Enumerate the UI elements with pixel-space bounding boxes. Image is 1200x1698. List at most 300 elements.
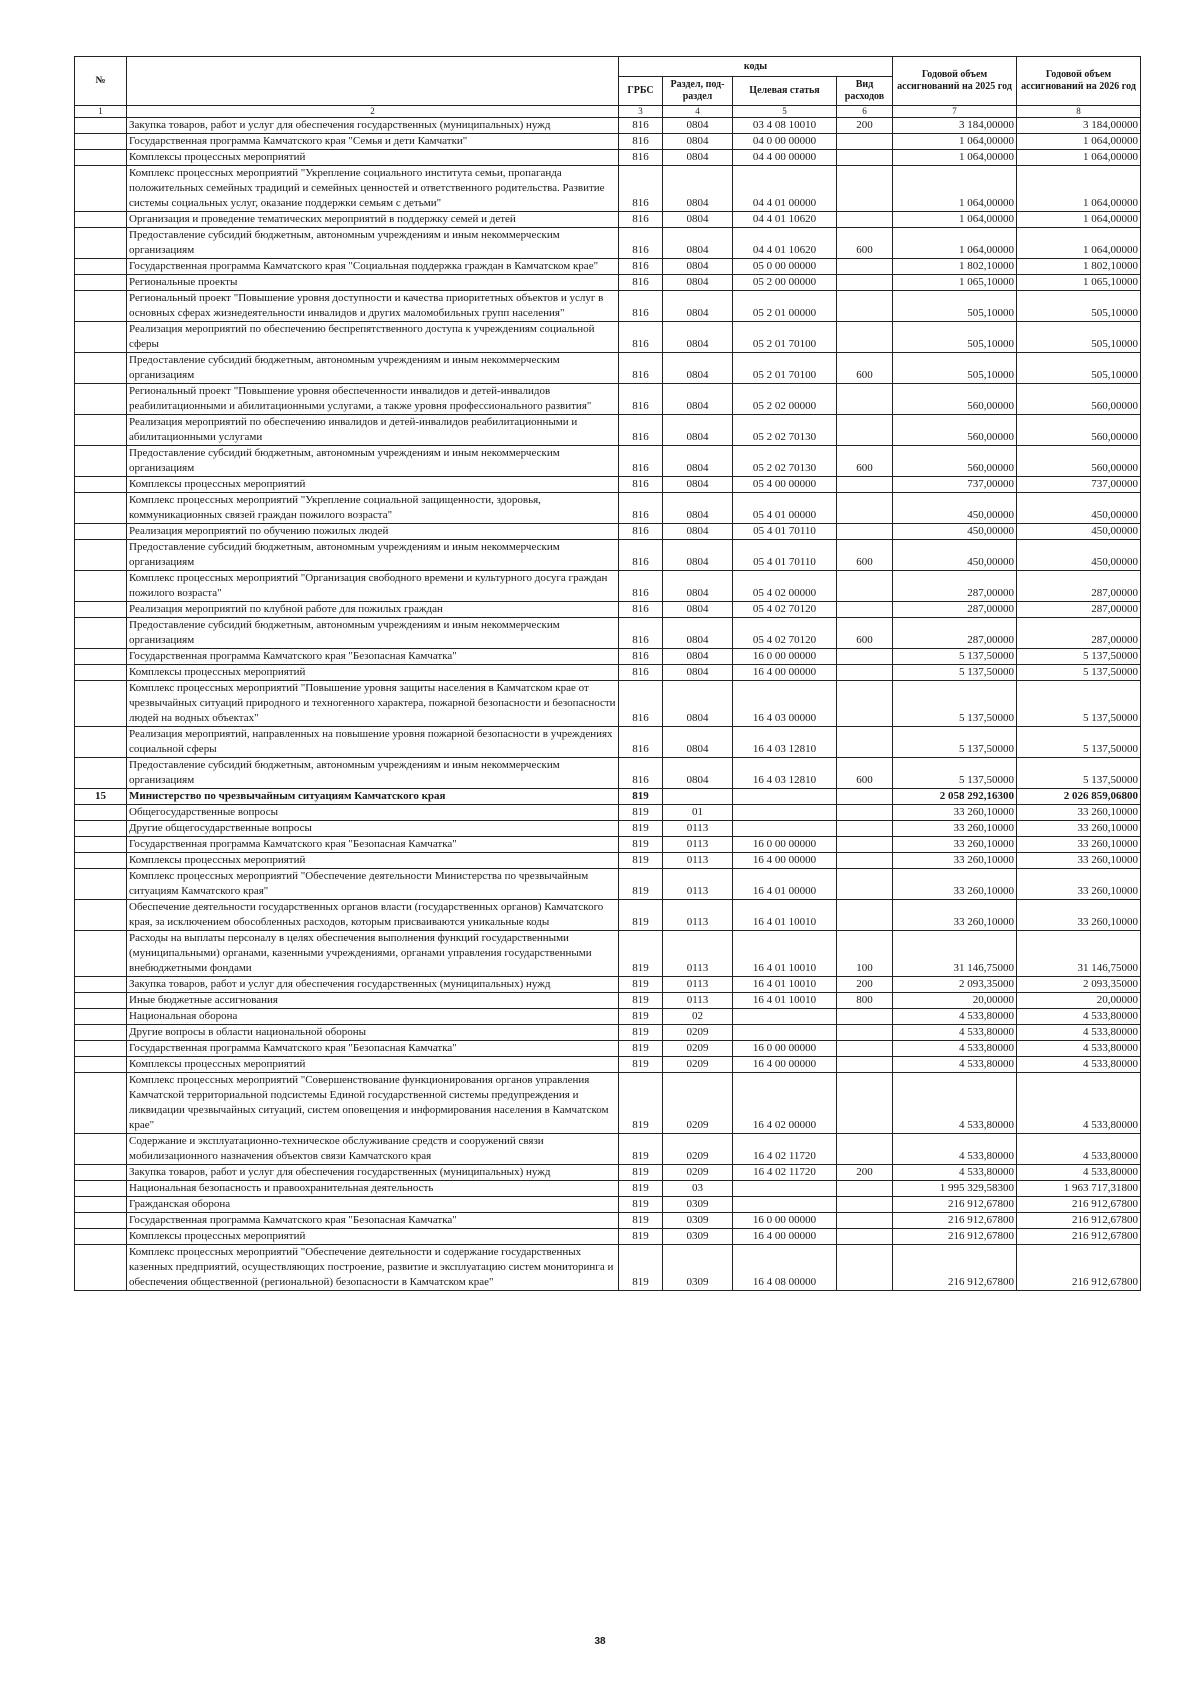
- row-number: [75, 1181, 127, 1197]
- row-name: Комплекс процессных мероприятий "Обеспечение деятельности Министерства по чрезвычайным ситуациям Камчатского края": [127, 869, 619, 900]
- row-expense-type: 600: [837, 540, 893, 571]
- column-index: 3: [619, 106, 663, 118]
- row-grbs: 816: [619, 275, 663, 291]
- row-section: 0804: [663, 134, 733, 150]
- row-grbs: 819: [619, 1229, 663, 1245]
- row-section: 0209: [663, 1134, 733, 1165]
- row-target: 16 0 00 00000: [733, 1041, 837, 1057]
- row-name: Комплексы процессных мероприятий: [127, 1057, 619, 1073]
- row-volume-2025: 33 260,10000: [893, 900, 1017, 931]
- row-expense-type: [837, 493, 893, 524]
- row-grbs: 816: [619, 415, 663, 446]
- row-section: 0804: [663, 322, 733, 353]
- row-volume-2025: 450,00000: [893, 540, 1017, 571]
- table-row: [75, 275, 1141, 291]
- row-target: 05 2 01 70100: [733, 322, 837, 353]
- row-target: 05 2 02 70130: [733, 415, 837, 446]
- row-section: 0804: [663, 493, 733, 524]
- row-volume-2026: 33 260,10000: [1017, 837, 1141, 853]
- row-volume-2026: 216 912,67800: [1017, 1245, 1141, 1291]
- row-number: [75, 477, 127, 493]
- row-number: [75, 446, 127, 477]
- row-target: 16 4 03 12810: [733, 727, 837, 758]
- row-target: 16 4 08 00000: [733, 1245, 837, 1291]
- row-volume-2026: 287,00000: [1017, 571, 1141, 602]
- row-name: Региональные проекты: [127, 275, 619, 291]
- header-grbs: ГРБС: [619, 77, 663, 106]
- row-grbs: 819: [619, 931, 663, 977]
- row-section: 0804: [663, 571, 733, 602]
- row-expense-type: [837, 212, 893, 228]
- row-name: Государственная программа Камчатского края "Безопасная Камчатка": [127, 837, 619, 853]
- table-row: [75, 681, 1141, 727]
- row-section: 0804: [663, 727, 733, 758]
- row-grbs: 819: [619, 1245, 663, 1291]
- row-volume-2025: 450,00000: [893, 524, 1017, 540]
- table-row: [75, 1245, 1141, 1291]
- row-number: [75, 618, 127, 649]
- table-row: [75, 259, 1141, 275]
- row-number: [75, 524, 127, 540]
- row-section: 0209: [663, 1165, 733, 1181]
- row-expense-type: [837, 322, 893, 353]
- row-volume-2025: 737,00000: [893, 477, 1017, 493]
- row-number: [75, 1041, 127, 1057]
- table-row: [75, 993, 1141, 1009]
- row-grbs: 816: [619, 118, 663, 134]
- row-volume-2025: 1 065,10000: [893, 275, 1017, 291]
- row-name: Другие вопросы в области национальной обороны: [127, 1025, 619, 1041]
- row-grbs: 819: [619, 1009, 663, 1025]
- page-number: 38: [594, 1636, 606, 1647]
- row-grbs: 819: [619, 1181, 663, 1197]
- table-row: [75, 1213, 1141, 1229]
- row-section: 0804: [663, 602, 733, 618]
- row-section: 0804: [663, 446, 733, 477]
- table-row: [75, 1041, 1141, 1057]
- row-target: 05 2 02 70130: [733, 446, 837, 477]
- row-number: [75, 931, 127, 977]
- table-row: [75, 446, 1141, 477]
- row-target: 16 4 00 00000: [733, 1229, 837, 1245]
- row-grbs: 816: [619, 322, 663, 353]
- row-expense-type: [837, 602, 893, 618]
- row-expense-type: [837, 1181, 893, 1197]
- table-row: [75, 384, 1141, 415]
- row-grbs: 819: [619, 837, 663, 853]
- table-row: [75, 1229, 1141, 1245]
- row-section: [663, 789, 733, 805]
- row-volume-2026: 5 137,50000: [1017, 665, 1141, 681]
- row-volume-2025: 33 260,10000: [893, 853, 1017, 869]
- row-name: Гражданская оборона: [127, 1197, 619, 1213]
- row-grbs: 819: [619, 1197, 663, 1213]
- row-name: Закупка товаров, работ и услуг для обеспечения государственных (муниципальных) нужд: [127, 118, 619, 134]
- row-expense-type: [837, 853, 893, 869]
- row-expense-type: [837, 727, 893, 758]
- row-number: [75, 837, 127, 853]
- row-number: [75, 869, 127, 900]
- row-target: 16 4 02 00000: [733, 1073, 837, 1134]
- row-expense-type: 600: [837, 618, 893, 649]
- row-grbs: 816: [619, 540, 663, 571]
- row-volume-2026: 33 260,10000: [1017, 869, 1141, 900]
- row-section: 0804: [663, 228, 733, 259]
- row-volume-2026: 1 064,00000: [1017, 150, 1141, 166]
- table-row: [75, 1134, 1141, 1165]
- row-number: [75, 1197, 127, 1213]
- row-number: [75, 212, 127, 228]
- table-row: [75, 228, 1141, 259]
- table-row: [75, 1197, 1141, 1213]
- row-target: 04 0 00 00000: [733, 134, 837, 150]
- table-row: [75, 1009, 1141, 1025]
- table-row: [75, 1165, 1141, 1181]
- table-row: [75, 1057, 1141, 1073]
- row-number: [75, 1057, 127, 1073]
- row-volume-2025: 2 093,35000: [893, 977, 1017, 993]
- row-target: 16 0 00 00000: [733, 649, 837, 665]
- row-target: 05 2 00 00000: [733, 275, 837, 291]
- row-expense-type: [837, 1213, 893, 1229]
- row-number: [75, 291, 127, 322]
- table-row: [75, 837, 1141, 853]
- row-expense-type: [837, 150, 893, 166]
- table-row: [75, 571, 1141, 602]
- row-expense-type: 600: [837, 353, 893, 384]
- column-index-row: [75, 106, 1141, 118]
- row-number: [75, 993, 127, 1009]
- row-volume-2026: 4 533,80000: [1017, 1165, 1141, 1181]
- row-name: Предоставление субсидий бюджетным, автономным учреждениям и иным некоммерческим организациям: [127, 228, 619, 259]
- row-target: 05 4 01 70110: [733, 540, 837, 571]
- table-row: [75, 1181, 1141, 1197]
- row-section: 0113: [663, 853, 733, 869]
- row-target: 05 4 02 70120: [733, 618, 837, 649]
- row-number: [75, 649, 127, 665]
- row-target: 16 4 01 00000: [733, 869, 837, 900]
- row-volume-2026: 20,00000: [1017, 993, 1141, 1009]
- row-volume-2025: 33 260,10000: [893, 805, 1017, 821]
- row-grbs: 816: [619, 727, 663, 758]
- row-number: [75, 853, 127, 869]
- row-volume-2026: 505,10000: [1017, 322, 1141, 353]
- row-expense-type: [837, 571, 893, 602]
- row-volume-2025: 1 064,00000: [893, 212, 1017, 228]
- table-row: [75, 166, 1141, 212]
- row-section: 0804: [663, 118, 733, 134]
- row-target: [733, 805, 837, 821]
- row-name: Министерство по чрезвычайным ситуациям Камчатского края: [127, 789, 619, 805]
- table-row: [75, 493, 1141, 524]
- row-name: Реализация мероприятий по обучению пожилых людей: [127, 524, 619, 540]
- row-volume-2026: 505,10000: [1017, 353, 1141, 384]
- row-name: Другие общегосударственные вопросы: [127, 821, 619, 837]
- row-number: [75, 322, 127, 353]
- table-row: [75, 789, 1141, 805]
- row-name: Комплекс процессных мероприятий "Укрепление социальной защищенности, здоровья, коммуникационных связей граждан пожилого возраста": [127, 493, 619, 524]
- row-volume-2026: 1 064,00000: [1017, 134, 1141, 150]
- row-name: Расходы на выплаты персоналу в целях обеспечения выполнения функций государственными (муниципальными) органами, казенными учреждениями, органами управления государственными внебюджетными фондами: [127, 931, 619, 977]
- row-section: 0804: [663, 758, 733, 789]
- row-section: 0804: [663, 618, 733, 649]
- row-name: Государственная программа Камчатского края "Безопасная Камчатка": [127, 649, 619, 665]
- table-row: [75, 118, 1141, 134]
- row-section: 0209: [663, 1073, 733, 1134]
- row-expense-type: 600: [837, 228, 893, 259]
- row-volume-2025: 287,00000: [893, 602, 1017, 618]
- row-target: 16 4 02 11720: [733, 1134, 837, 1165]
- row-target: 05 0 00 00000: [733, 259, 837, 275]
- row-grbs: 819: [619, 1057, 663, 1073]
- row-volume-2025: 5 137,50000: [893, 758, 1017, 789]
- row-grbs: 816: [619, 758, 663, 789]
- row-section: 0804: [663, 665, 733, 681]
- row-volume-2026: 1 064,00000: [1017, 228, 1141, 259]
- header-expense-type: Вид расходов: [837, 77, 893, 106]
- row-target: [733, 821, 837, 837]
- row-name: Комплекс процессных мероприятий "Обеспечение деятельности и содержание государственных казенных предприятий, осуществляющих построение, развитие и эксплуатацию систем мониторинга и обеспечения общественной (региональной) безопасности в Камчатском крае": [127, 1245, 619, 1291]
- row-target: 16 4 03 00000: [733, 681, 837, 727]
- row-section: 03: [663, 1181, 733, 1197]
- row-expense-type: [837, 821, 893, 837]
- row-volume-2026: 1 963 717,31800: [1017, 1181, 1141, 1197]
- row-volume-2025: 5 137,50000: [893, 727, 1017, 758]
- row-name: Предоставление субсидий бюджетным, автономным учреждениям и иным некоммерческим организациям: [127, 446, 619, 477]
- row-name: Региональный проект "Повышение уровня доступности и качества приоритетных объектов и услуг в основных сферах жизнедеятельности инвалидов и других маломобильных групп населения": [127, 291, 619, 322]
- table-row: [75, 931, 1141, 977]
- row-name: Общегосударственные вопросы: [127, 805, 619, 821]
- row-volume-2026: 3 184,00000: [1017, 118, 1141, 134]
- budget-table: [74, 56, 1141, 1291]
- row-volume-2026: 1 064,00000: [1017, 212, 1141, 228]
- row-number: [75, 805, 127, 821]
- row-grbs: 816: [619, 228, 663, 259]
- row-volume-2026: 5 137,50000: [1017, 727, 1141, 758]
- row-number: [75, 166, 127, 212]
- row-volume-2025: 33 260,10000: [893, 837, 1017, 853]
- row-target: 16 4 00 00000: [733, 853, 837, 869]
- row-target: [733, 789, 837, 805]
- row-volume-2026: 4 533,80000: [1017, 1073, 1141, 1134]
- row-target: 05 2 01 70100: [733, 353, 837, 384]
- row-target: 16 4 02 11720: [733, 1165, 837, 1181]
- row-number: [75, 571, 127, 602]
- header-volume-2026: Годовой объем ассигнований на 2026 год: [1017, 57, 1141, 106]
- row-grbs: 819: [619, 805, 663, 821]
- row-section: 0804: [663, 477, 733, 493]
- row-volume-2026: 33 260,10000: [1017, 821, 1141, 837]
- row-grbs: 816: [619, 649, 663, 665]
- row-volume-2025: 560,00000: [893, 384, 1017, 415]
- row-grbs: 816: [619, 259, 663, 275]
- row-volume-2026: 33 260,10000: [1017, 900, 1141, 931]
- row-grbs: 816: [619, 134, 663, 150]
- row-target: 16 4 01 10010: [733, 993, 837, 1009]
- row-target: 16 4 00 00000: [733, 1057, 837, 1073]
- row-volume-2026: 505,10000: [1017, 291, 1141, 322]
- row-volume-2026: 216 912,67800: [1017, 1229, 1141, 1245]
- row-number: [75, 665, 127, 681]
- table-row: [75, 540, 1141, 571]
- row-volume-2025: 31 146,75000: [893, 931, 1017, 977]
- row-name: Комплексы процессных мероприятий: [127, 1229, 619, 1245]
- row-section: 0309: [663, 1213, 733, 1229]
- row-name: Государственная программа Камчатского края "Семья и дети Камчатки": [127, 134, 619, 150]
- row-volume-2026: 216 912,67800: [1017, 1213, 1141, 1229]
- row-section: 0113: [663, 993, 733, 1009]
- row-number: [75, 384, 127, 415]
- table-row: [75, 134, 1141, 150]
- row-expense-type: 100: [837, 931, 893, 977]
- row-target: 05 2 01 00000: [733, 291, 837, 322]
- row-grbs: 819: [619, 977, 663, 993]
- header-number: №: [75, 57, 127, 106]
- row-section: 0804: [663, 212, 733, 228]
- row-expense-type: 800: [837, 993, 893, 1009]
- row-name: Закупка товаров, работ и услуг для обеспечения государственных (муниципальных) нужд: [127, 977, 619, 993]
- row-target: 16 4 03 12810: [733, 758, 837, 789]
- row-name: Комплексы процессных мероприятий: [127, 853, 619, 869]
- row-name: Реализация мероприятий по клубной работе для пожилых граждан: [127, 602, 619, 618]
- row-target: 04 4 00 00000: [733, 150, 837, 166]
- row-volume-2026: 2 093,35000: [1017, 977, 1141, 993]
- row-target: 05 4 00 00000: [733, 477, 837, 493]
- table-row: [75, 618, 1141, 649]
- table-row: [75, 150, 1141, 166]
- row-grbs: 816: [619, 477, 663, 493]
- row-grbs: 816: [619, 665, 663, 681]
- row-name: Закупка товаров, работ и услуг для обеспечения государственных (муниципальных) нужд: [127, 1165, 619, 1181]
- row-volume-2025: 3 184,00000: [893, 118, 1017, 134]
- row-target: 16 4 01 10010: [733, 931, 837, 977]
- row-name: Комплексы процессных мероприятий: [127, 477, 619, 493]
- row-name: Иные бюджетные ассигнования: [127, 993, 619, 1009]
- row-section: 0209: [663, 1025, 733, 1041]
- table-row: [75, 821, 1141, 837]
- table-row: [75, 477, 1141, 493]
- header-target: Целевая статья: [733, 77, 837, 106]
- row-number: [75, 1134, 127, 1165]
- row-number: [75, 1073, 127, 1134]
- row-expense-type: [837, 1073, 893, 1134]
- row-number: [75, 681, 127, 727]
- row-number: [75, 540, 127, 571]
- row-volume-2026: 5 137,50000: [1017, 758, 1141, 789]
- row-section: 0209: [663, 1041, 733, 1057]
- row-expense-type: 200: [837, 118, 893, 134]
- row-expense-type: [837, 275, 893, 291]
- row-name: Предоставление субсидий бюджетным, автономным учреждениям и иным некоммерческим организациям: [127, 758, 619, 789]
- row-section: 0113: [663, 931, 733, 977]
- row-target: 16 4 01 10010: [733, 977, 837, 993]
- column-index: 8: [1017, 106, 1141, 118]
- table-row: [75, 727, 1141, 758]
- row-volume-2025: 505,10000: [893, 322, 1017, 353]
- row-volume-2026: 287,00000: [1017, 618, 1141, 649]
- row-number: [75, 353, 127, 384]
- row-name: Реализация мероприятий по обеспечению инвалидов и детей-инвалидов реабилитационными и абилитационными услугами: [127, 415, 619, 446]
- row-target: 04 4 01 00000: [733, 166, 837, 212]
- row-name: Региональный проект "Повышение уровня обеспеченности инвалидов и детей-инвалидов реабилитационными и абилитационными услугами, а также уровня профессионального развития": [127, 384, 619, 415]
- table-row: [75, 805, 1141, 821]
- row-name: Комплекс процессных мероприятий "Организация свободного времени и культурного досуга граждан пожилого возраста": [127, 571, 619, 602]
- row-section: 0113: [663, 869, 733, 900]
- row-number: [75, 275, 127, 291]
- row-grbs: 819: [619, 853, 663, 869]
- table-row: [75, 415, 1141, 446]
- row-number: [75, 150, 127, 166]
- table-row: [75, 977, 1141, 993]
- row-number: [75, 1245, 127, 1291]
- row-grbs: 816: [619, 384, 663, 415]
- column-index: 2: [127, 106, 619, 118]
- row-name: Национальная оборона: [127, 1009, 619, 1025]
- row-section: 0804: [663, 275, 733, 291]
- row-expense-type: 200: [837, 977, 893, 993]
- row-number: [75, 977, 127, 993]
- row-expense-type: [837, 1057, 893, 1073]
- row-volume-2026: 1 802,10000: [1017, 259, 1141, 275]
- row-grbs: 819: [619, 993, 663, 1009]
- row-name: Государственная программа Камчатского края "Безопасная Камчатка": [127, 1041, 619, 1057]
- row-section: 0804: [663, 524, 733, 540]
- column-index: 1: [75, 106, 127, 118]
- budget-sheet: [74, 56, 1140, 1291]
- row-volume-2025: 5 137,50000: [893, 681, 1017, 727]
- row-section: 0804: [663, 353, 733, 384]
- row-expense-type: [837, 665, 893, 681]
- row-grbs: 816: [619, 212, 663, 228]
- row-volume-2025: 5 137,50000: [893, 665, 1017, 681]
- row-number: [75, 1213, 127, 1229]
- row-expense-type: [837, 291, 893, 322]
- row-target: 05 4 01 00000: [733, 493, 837, 524]
- row-volume-2025: 560,00000: [893, 415, 1017, 446]
- table-row: [75, 869, 1141, 900]
- row-grbs: 816: [619, 446, 663, 477]
- row-expense-type: [837, 1009, 893, 1025]
- row-target: [733, 1009, 837, 1025]
- row-expense-type: [837, 384, 893, 415]
- header-codes: коды: [619, 57, 893, 77]
- row-number: [75, 228, 127, 259]
- row-number: [75, 1229, 127, 1245]
- row-number: [75, 1165, 127, 1181]
- row-volume-2026: 560,00000: [1017, 415, 1141, 446]
- row-volume-2025: 4 533,80000: [893, 1025, 1017, 1041]
- row-volume-2025: 505,10000: [893, 291, 1017, 322]
- row-name: Комплекс процессных мероприятий "Повышение уровня защиты населения в Камчатском крае от чрезвычайных ситуаций природного и техногенного характера, пожарной безопасности и безопасности людей на водных объектах": [127, 681, 619, 727]
- row-expense-type: [837, 1041, 893, 1057]
- row-number: 15: [75, 789, 127, 805]
- row-expense-type: [837, 837, 893, 853]
- row-section: 0309: [663, 1245, 733, 1291]
- row-target: 05 2 02 00000: [733, 384, 837, 415]
- row-volume-2026: 4 533,80000: [1017, 1134, 1141, 1165]
- row-volume-2026: 287,00000: [1017, 602, 1141, 618]
- row-target: 05 4 02 00000: [733, 571, 837, 602]
- row-name: Предоставление субсидий бюджетным, автономным учреждениям и иным некоммерческим организациям: [127, 353, 619, 384]
- row-volume-2025: 1 064,00000: [893, 134, 1017, 150]
- row-grbs: 819: [619, 1213, 663, 1229]
- row-expense-type: [837, 869, 893, 900]
- row-volume-2026: 5 137,50000: [1017, 649, 1141, 665]
- row-number: [75, 493, 127, 524]
- row-section: 0804: [663, 415, 733, 446]
- row-expense-type: [837, 134, 893, 150]
- row-grbs: 816: [619, 493, 663, 524]
